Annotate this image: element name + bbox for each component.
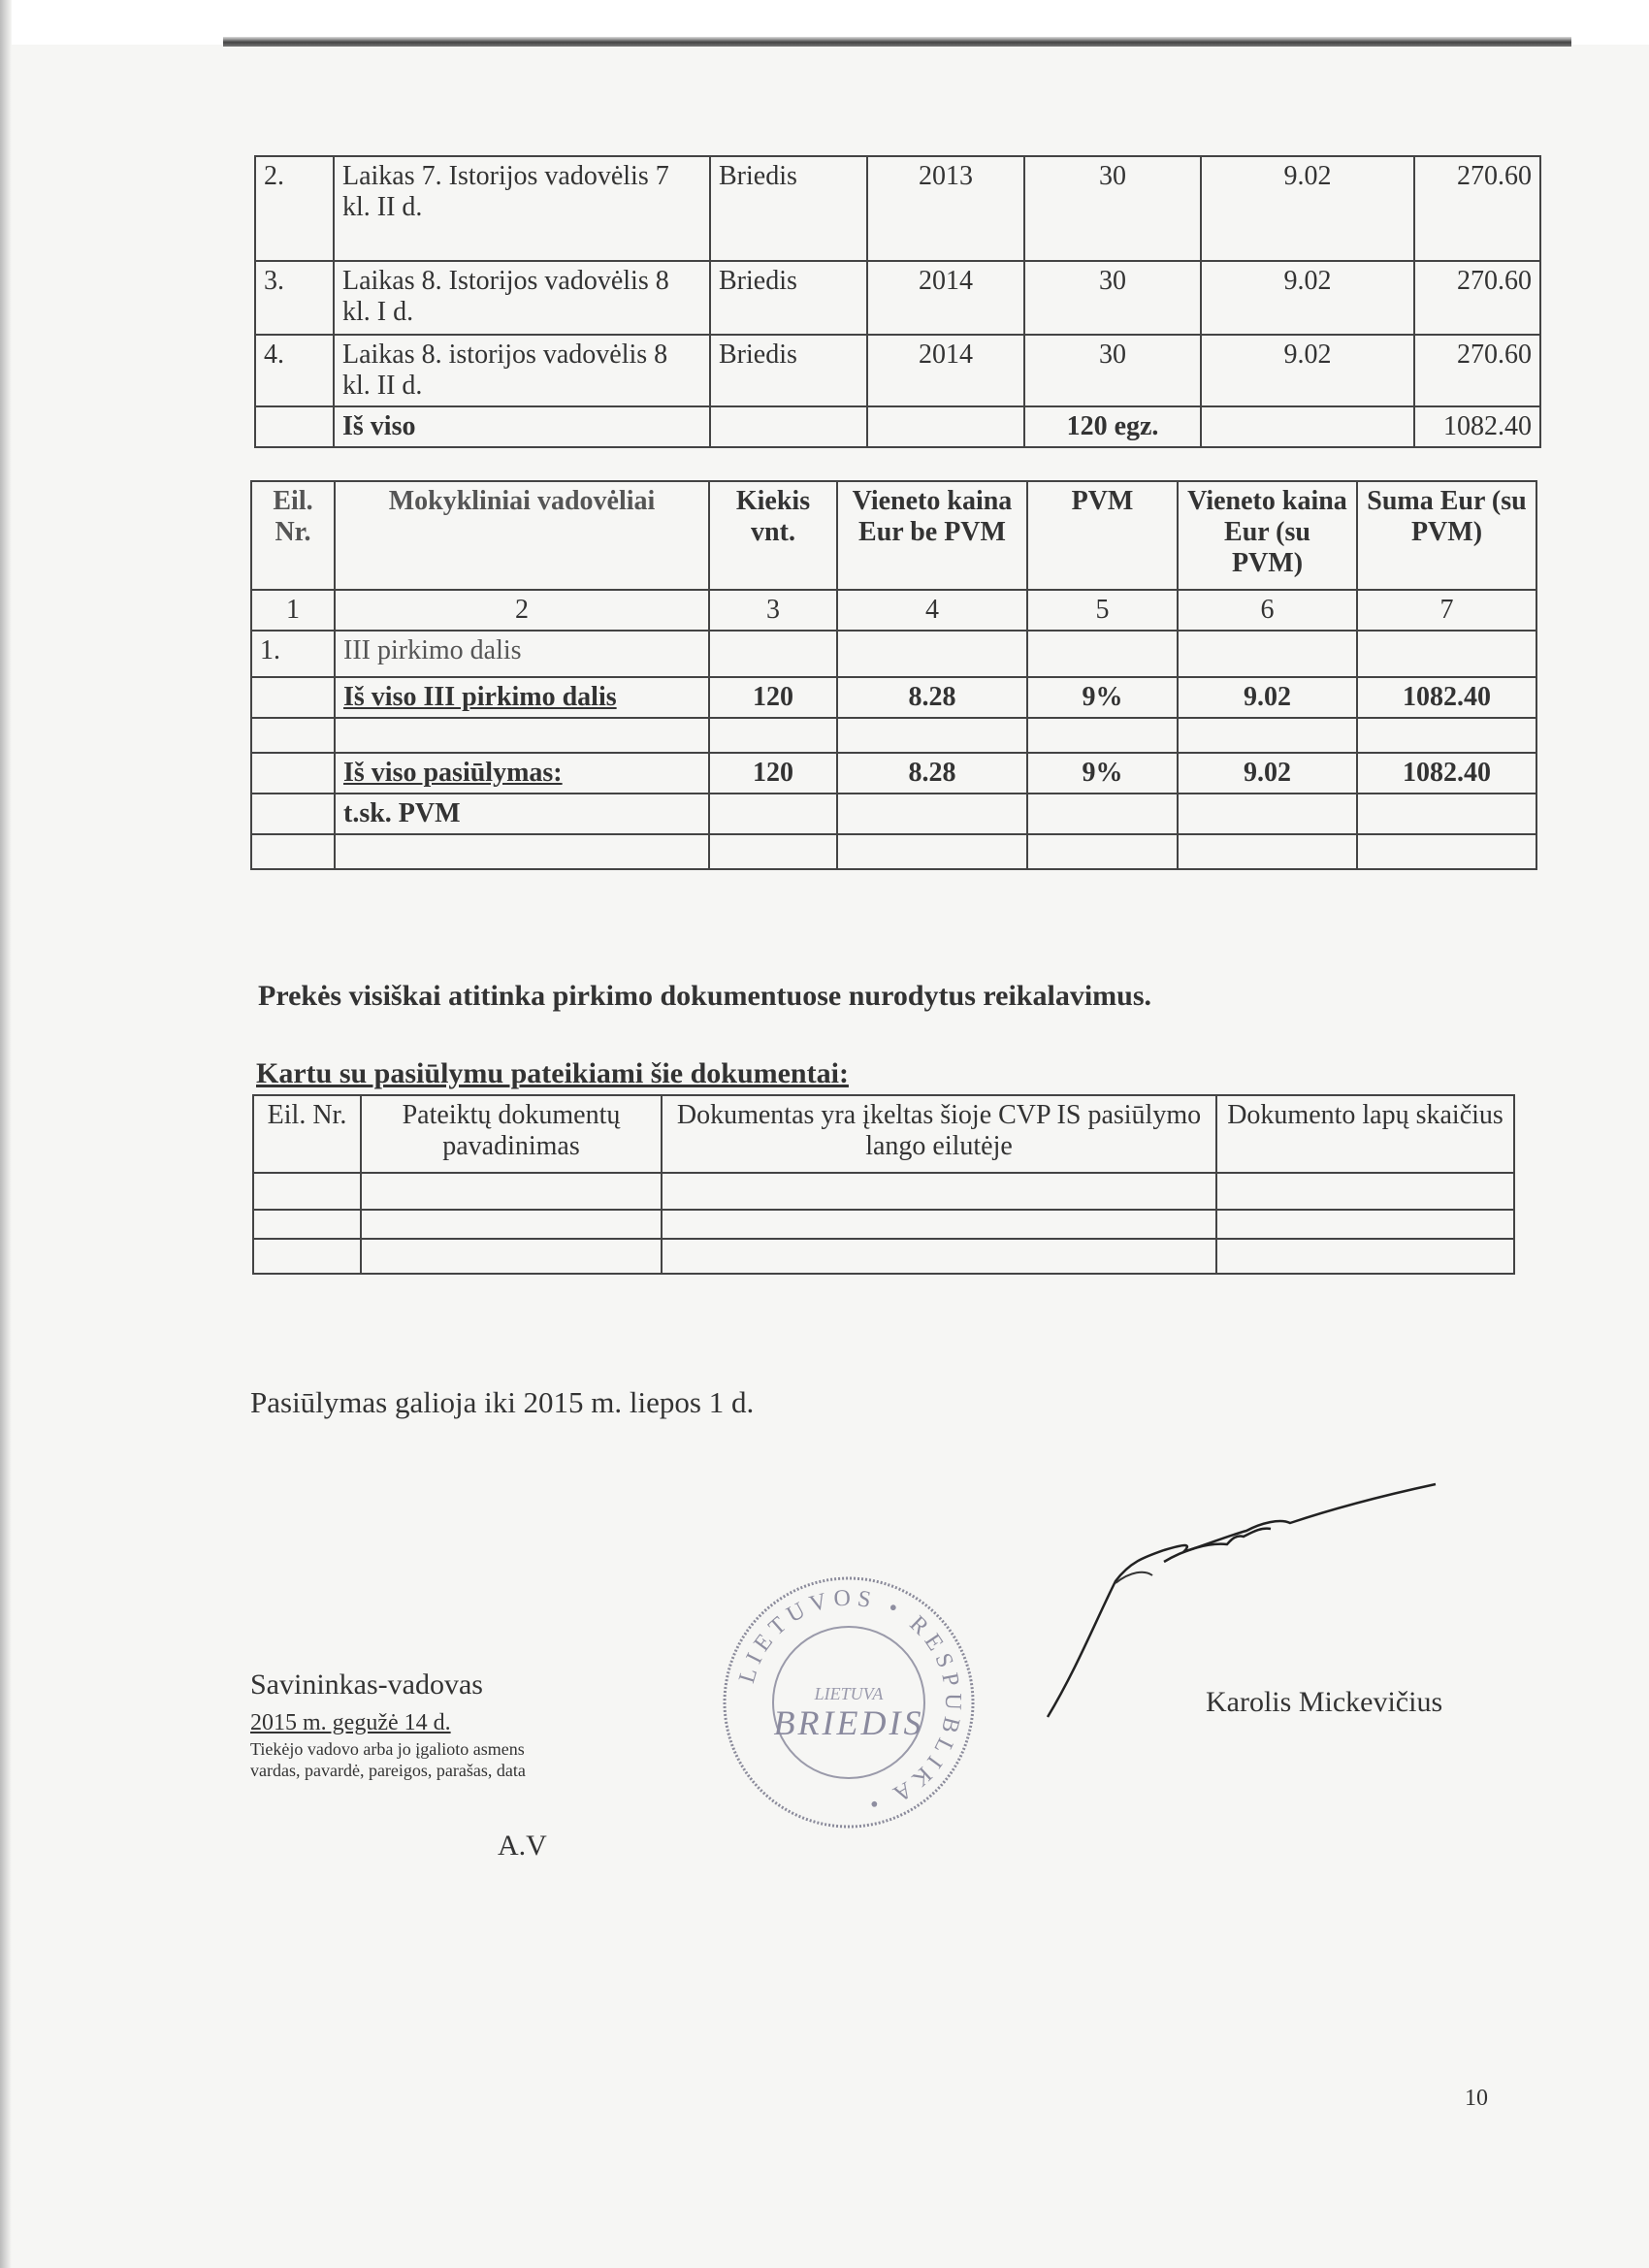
signer-caption-1: Tiekėjo vadovo arba jo įgalioto asmens: [250, 1739, 525, 1759]
column-number: 6: [1178, 590, 1357, 631]
row-number: 1.: [251, 631, 335, 677]
publisher: Briedis: [710, 335, 867, 406]
column-number: 1: [251, 590, 335, 631]
compliance-statement: Prekės visiškai atitinka pirkimo dokumentuose nurodytus reikalavimus.: [258, 980, 1152, 1012]
subtotal-label: Iš viso III pirkimo dalis: [335, 677, 709, 718]
av-label: A.V: [498, 1830, 547, 1862]
empty-row: [251, 834, 1536, 869]
header-eil-nr: Eil. Nr.: [251, 481, 335, 590]
header-row: [253, 1095, 1514, 1173]
subtotal-vat: 9%: [1027, 677, 1178, 718]
book-title: Laikas 7. Istorijos vadovėlis 7 kl. II d.: [334, 156, 710, 261]
header-page-count: Dokumento lapų skaičius: [1216, 1095, 1514, 1173]
offer-total-sum: 1082.40: [1357, 753, 1536, 794]
header-kaina-be-pvm: Vieneto kaina Eur be PVM: [837, 481, 1027, 590]
offer-total-label: Iš viso pasiūlymas:: [335, 753, 709, 794]
header-document-name: Pateiktų dokumentų pavadinimas: [361, 1095, 662, 1173]
documents-heading: Kartu su pasiūlymu pateikiami šie dokumentai:: [256, 1057, 849, 1089]
unit-price: 9.02: [1201, 261, 1414, 335]
scan-left-edge: [0, 0, 12, 2268]
total-sum: 1082.40: [1414, 406, 1540, 447]
header-kaina-su-pvm: Vieneto kaina Eur (su PVM): [1178, 481, 1357, 590]
subtotal-price: 8.28: [837, 677, 1027, 718]
year: 2014: [867, 335, 1024, 406]
quantity: 30: [1024, 261, 1201, 335]
column-number: 7: [1357, 590, 1536, 631]
table-row: [255, 335, 1540, 406]
books-table: [254, 155, 1541, 448]
header-eil-nr: Eil. Nr.: [253, 1095, 361, 1173]
offer-total-row: [251, 753, 1536, 794]
empty-row: [251, 718, 1536, 753]
row-number: 2.: [255, 156, 334, 261]
offer-total-price: 8.28: [837, 753, 1027, 794]
empty-row: [253, 1210, 1514, 1239]
row-number: 4.: [255, 335, 334, 406]
column-number: 4: [837, 590, 1027, 631]
total-row: [255, 406, 1540, 447]
vat-label: t.sk. PVM: [335, 794, 709, 834]
table-row: [255, 156, 1540, 261]
offer-total-vat: 9%: [1027, 753, 1178, 794]
header-vadoveliai: Mokykliniai vadovėliai: [335, 481, 709, 590]
column-number: 5: [1027, 590, 1178, 631]
offer-total-quantity: 120: [709, 753, 837, 794]
header-suma: Suma Eur (su PVM): [1357, 481, 1536, 590]
subtotal-quantity: 120: [709, 677, 837, 718]
publisher: Briedis: [710, 156, 867, 261]
header-document-line: Dokumentas yra įkeltas šioje CVP IS pasiūlymo lango eilutėje: [662, 1095, 1216, 1173]
svg-text:LIETUVA: LIETUVA: [814, 1684, 884, 1703]
sum: 270.60: [1414, 156, 1540, 261]
row-number: 3.: [255, 261, 334, 335]
signature: [1038, 1474, 1455, 1736]
book-title: Laikas 8. Istorijos vadovėlis 8 kl. I d.: [334, 261, 710, 335]
column-number-row: [251, 590, 1536, 631]
unit-price: 9.02: [1201, 335, 1414, 406]
subtotal-sum: 1082.40: [1357, 677, 1536, 718]
summary-table: [250, 480, 1537, 870]
signer-name: Karolis Mickevičius: [1206, 1686, 1443, 1718]
page-number: 10: [1465, 2086, 1488, 2111]
svg-text:LIETUVOS • RESPUBLIKA •: LIETUVOS • RESPUBLIKA •: [734, 1585, 966, 1818]
signer-role: Savininkas-vadovas: [250, 1669, 483, 1701]
year: 2014: [867, 261, 1024, 335]
sum: 270.60: [1414, 261, 1540, 335]
validity-text: Pasiūlymas galioja iki 2015 m. liepos 1 d.: [250, 1385, 755, 1419]
scan-top-edge: [223, 37, 1571, 47]
year: 2013: [867, 156, 1024, 261]
svg-text:BRIEDIS: BRIEDIS: [773, 1703, 924, 1742]
publisher: Briedis: [710, 261, 867, 335]
vat-row: [251, 794, 1536, 834]
book-title: Laikas 8. istorijos vadovėlis 8 kl. II d.: [334, 335, 710, 406]
sum: 270.60: [1414, 335, 1540, 406]
header-row: [251, 481, 1536, 590]
company-stamp: [718, 1571, 980, 1833]
part-name: III pirkimo dalis: [335, 631, 709, 677]
column-number: 2: [335, 590, 709, 631]
total-label: Iš viso: [334, 406, 710, 447]
documents-table: [252, 1094, 1515, 1275]
subtotal-price-vat: 9.02: [1178, 677, 1357, 718]
total-quantity: 120 egz.: [1024, 406, 1201, 447]
empty-row: [253, 1239, 1514, 1274]
column-number: 3: [709, 590, 837, 631]
empty-row: [253, 1173, 1514, 1210]
table-row: [255, 261, 1540, 335]
header-pvm: PVM: [1027, 481, 1178, 590]
table-row: [251, 631, 1536, 677]
signer-caption-2: vardas, pavardė, pareigos, parašas, data: [250, 1761, 526, 1780]
unit-price: 9.02: [1201, 156, 1414, 261]
signer-date: 2015 m. gegužė 14 d.: [250, 1710, 451, 1735]
header-kiekis: Kiekis vnt.: [709, 481, 837, 590]
quantity: 30: [1024, 156, 1201, 261]
offer-total-price-vat: 9.02: [1178, 753, 1357, 794]
subtotal-row: [251, 677, 1536, 718]
quantity: 30: [1024, 335, 1201, 406]
